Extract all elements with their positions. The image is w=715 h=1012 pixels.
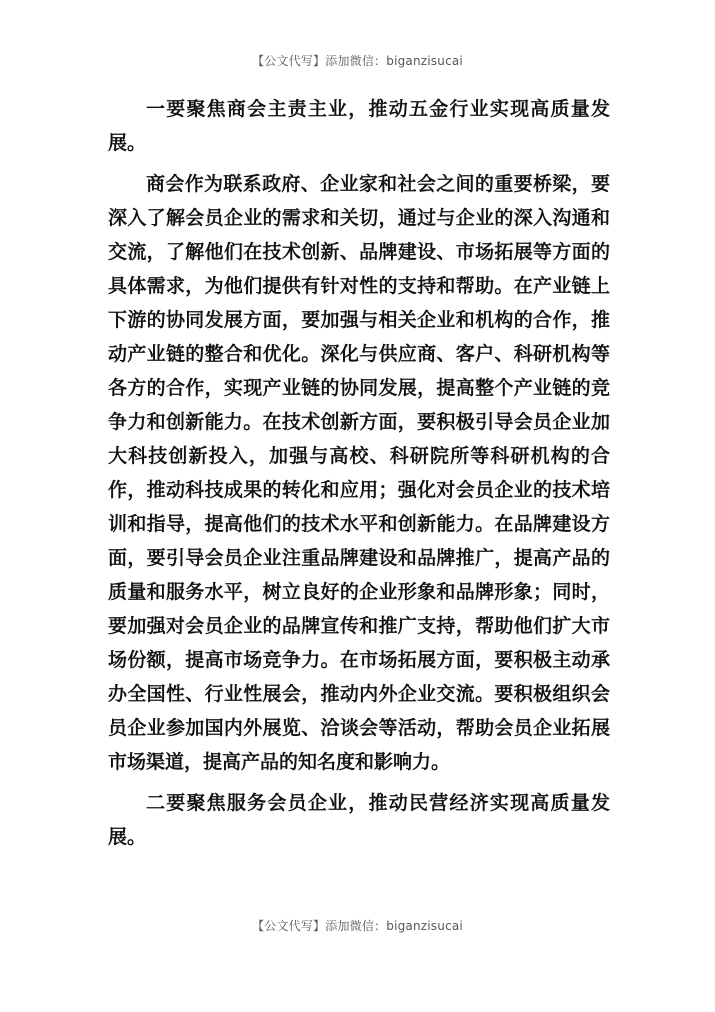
footer-watermark-note: 【公文代写】添加微信：biganzisucai — [252, 919, 463, 933]
body-paragraph-1: 商会作为联系政府、企业家和社会之间的重要桥梁，要深入了解会员企业的需求和关切，通过与企业的深入沟通和交流，了解他们在技术创新、品牌建设、市场拓展等方面的具体需求，为他们提供有针对性的支持和帮助。在产业链上下游的协同发展方面，要加强与相关企业和机构的合作，推动产业链的整合和优化。深化与供应商、客户、科研机构等各方的合作，实现产业链的协同发展，提高整个产业链的竞争力和创新能力。在技术创新方面，要积极引导会员企业加大科技创新投入，加强与高校、科研院所等科研机构的合作，推动科技成果的转化和应用；强化对会员企业的技术培训和指导，提高他们的技术水平和创新能力。在品牌建设方面，要引导会员企业注重品牌建设和品牌推广，提高产品的质量和服务水平，树立良好的企业形象和品牌形象；同时，要加强对会员企业的品牌宣传和推广支持，帮助他们扩大市场份额，提高市场竞争力。在市场拓展方面，要积极主动承办全国性、行业性展会，推动内外企业交流。要积极组织会员企业参加国内外展览、洽谈会等活动，帮助会员企业拓展市场渠道，提高产品的知名度和影响力。 — [108, 173, 610, 773]
header-watermark-note: 【公文代写】添加微信：biganzisucai — [252, 54, 463, 68]
section-heading-1: 一要聚焦商会主责主业，推动五金行业实现高质量发展。 — [108, 98, 610, 154]
section-heading-2: 二要聚焦服务会员企业，推动民营经济实现高质量发展。 — [108, 792, 610, 848]
document-body — [108, 92, 610, 861]
